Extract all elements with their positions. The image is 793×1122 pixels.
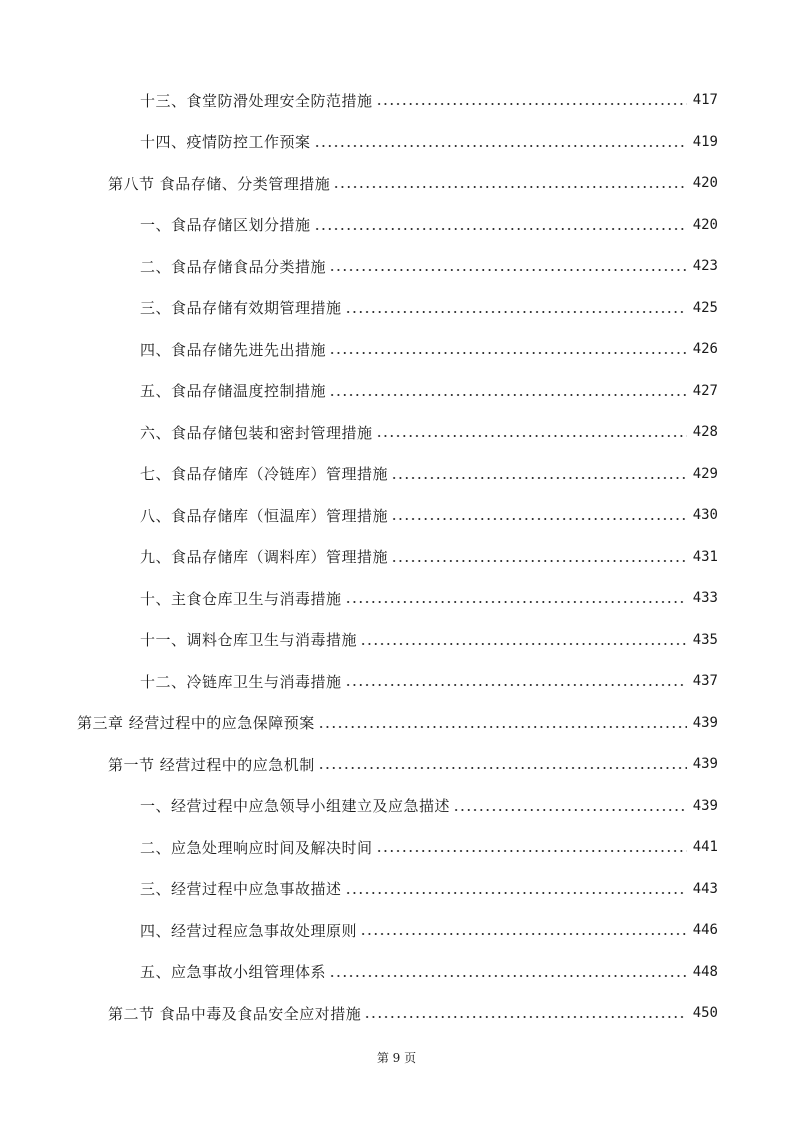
dot-leader bbox=[364, 1001, 686, 1025]
toc-entry[interactable] bbox=[0, 171, 793, 195]
toc-entry-page: 435 bbox=[692, 631, 718, 648]
dot-leader bbox=[376, 835, 687, 859]
toc-entry-page: 448 bbox=[692, 963, 718, 980]
toc-entry-title: 第三章 经营过程中的应急保障预案 bbox=[77, 714, 315, 732]
toc-entry-page: 423 bbox=[692, 258, 718, 274]
toc-entry-page: 431 bbox=[692, 548, 718, 565]
toc-entry-page: 420 bbox=[692, 175, 718, 191]
dot-leader bbox=[391, 503, 687, 527]
dot-leader bbox=[345, 877, 687, 901]
toc-entry-title: 七、食品存储库（冷链库）管理措施 bbox=[140, 465, 389, 483]
toc-entry-page: 427 bbox=[692, 382, 718, 399]
dot-leader bbox=[345, 586, 687, 610]
toc-entry-page: 439 bbox=[692, 714, 718, 731]
toc-entry[interactable] bbox=[0, 586, 793, 610]
dot-leader bbox=[329, 254, 687, 278]
toc-entry[interactable] bbox=[0, 960, 793, 984]
toc-entry[interactable] bbox=[0, 669, 793, 693]
toc-entry[interactable] bbox=[0, 254, 793, 278]
toc-entry[interactable] bbox=[0, 379, 793, 403]
dot-leader bbox=[345, 669, 687, 693]
toc-entry-page: 428 bbox=[692, 424, 718, 440]
toc-entry-page: 439 bbox=[692, 797, 718, 814]
toc-entry-page: 441 bbox=[692, 839, 718, 855]
toc-entry[interactable] bbox=[0, 1001, 793, 1025]
dot-leader bbox=[360, 918, 687, 942]
toc-entry[interactable] bbox=[0, 213, 793, 237]
dot-leader bbox=[333, 171, 686, 195]
toc-entry[interactable] bbox=[0, 918, 793, 942]
dot-leader bbox=[391, 462, 687, 486]
toc-entry[interactable] bbox=[0, 337, 793, 361]
dot-leader bbox=[329, 960, 687, 984]
toc-entry-page: 433 bbox=[692, 590, 718, 606]
toc-entry-page: 446 bbox=[692, 922, 718, 938]
dot-leader bbox=[318, 711, 687, 735]
page-footer: 第 9 页 bbox=[376, 1051, 417, 1065]
dot-leader bbox=[329, 379, 687, 403]
toc-entry-title: 五、食品存储温度控制措施 bbox=[140, 382, 327, 400]
toc-entry[interactable] bbox=[0, 711, 793, 735]
toc-entry-title: 六、食品存储包装和密封管理措施 bbox=[140, 423, 373, 442]
toc-entry-page: 429 bbox=[692, 465, 718, 482]
toc-entry[interactable] bbox=[0, 835, 793, 859]
toc-entry-title: 十、主食仓库卫生与消毒措施 bbox=[140, 589, 342, 608]
toc-entry-title: 一、经营过程中应急领导小组建立及应急描述 bbox=[140, 797, 451, 815]
toc-entry-page: 439 bbox=[692, 756, 718, 772]
dot-leader bbox=[360, 628, 687, 652]
toc-entry[interactable] bbox=[0, 296, 793, 320]
toc-entry-title: 九、食品存储库（调料库）管理措施 bbox=[140, 548, 389, 566]
toc-entry[interactable] bbox=[0, 503, 793, 527]
toc-entry[interactable] bbox=[0, 420, 793, 444]
toc-entry[interactable] bbox=[0, 88, 793, 112]
toc-entry-title: 十四、疫情防控工作预案 bbox=[140, 133, 311, 151]
toc-entry-page: 443 bbox=[692, 880, 718, 897]
toc-entry[interactable] bbox=[0, 877, 793, 901]
toc-entry-title: 十三、食堂防滑处理安全防范措施 bbox=[140, 91, 373, 110]
toc-entry[interactable] bbox=[0, 628, 793, 652]
dot-leader bbox=[318, 752, 687, 776]
toc-entry-title: 五、应急事故小组管理体系 bbox=[140, 963, 327, 981]
toc-entry-title: 第一节 经营过程中的应急机制 bbox=[108, 755, 315, 774]
dot-leader bbox=[314, 213, 687, 237]
toc-entry-title: 四、食品存储先进先出措施 bbox=[140, 340, 327, 359]
toc-entry-title: 第八节 食品存储、分类管理措施 bbox=[108, 174, 331, 193]
toc-entry-title: 二、应急处理响应时间及解决时间 bbox=[140, 838, 373, 857]
toc-entry-title: 第二节 食品中毒及食品安全应对措施 bbox=[108, 1004, 362, 1023]
toc-entry-page: 419 bbox=[692, 133, 718, 150]
toc-entry-page: 417 bbox=[692, 92, 718, 108]
toc-entry-page: 430 bbox=[692, 507, 718, 523]
toc-entry-title: 二、食品存储食品分类措施 bbox=[140, 257, 327, 276]
dot-leader bbox=[345, 296, 687, 320]
toc-entry[interactable] bbox=[0, 462, 793, 486]
toc-entry-title: 十一、调料仓库卫生与消毒措施 bbox=[140, 631, 358, 649]
toc-entry-page: 425 bbox=[692, 299, 718, 316]
toc-entry[interactable] bbox=[0, 794, 793, 818]
dot-leader bbox=[329, 337, 687, 361]
toc-entry-page: 426 bbox=[692, 341, 718, 357]
toc-entry-title: 四、经营过程应急事故处理原则 bbox=[140, 921, 358, 940]
toc-entry-title: 十二、冷链库卫生与消毒措施 bbox=[140, 672, 342, 691]
dot-leader bbox=[391, 545, 687, 569]
toc-entry-title: 八、食品存储库（恒温库）管理措施 bbox=[140, 506, 389, 525]
dot-leader bbox=[376, 420, 687, 444]
toc-entry[interactable] bbox=[0, 752, 793, 776]
toc-entry[interactable] bbox=[0, 130, 793, 154]
toc-entry-page: 420 bbox=[692, 216, 718, 233]
toc-entry-page: 450 bbox=[692, 1005, 718, 1021]
dot-leader bbox=[376, 88, 687, 112]
dot-leader bbox=[314, 130, 687, 154]
dot-leader bbox=[453, 794, 687, 818]
toc-entry[interactable] bbox=[0, 545, 793, 569]
toc-entry-title: 三、经营过程中应急事故描述 bbox=[140, 880, 342, 898]
toc-entry-page: 437 bbox=[692, 673, 718, 689]
toc-entry-title: 一、食品存储区划分措施 bbox=[140, 216, 311, 234]
toc-entry-title: 三、食品存储有效期管理措施 bbox=[140, 299, 342, 317]
